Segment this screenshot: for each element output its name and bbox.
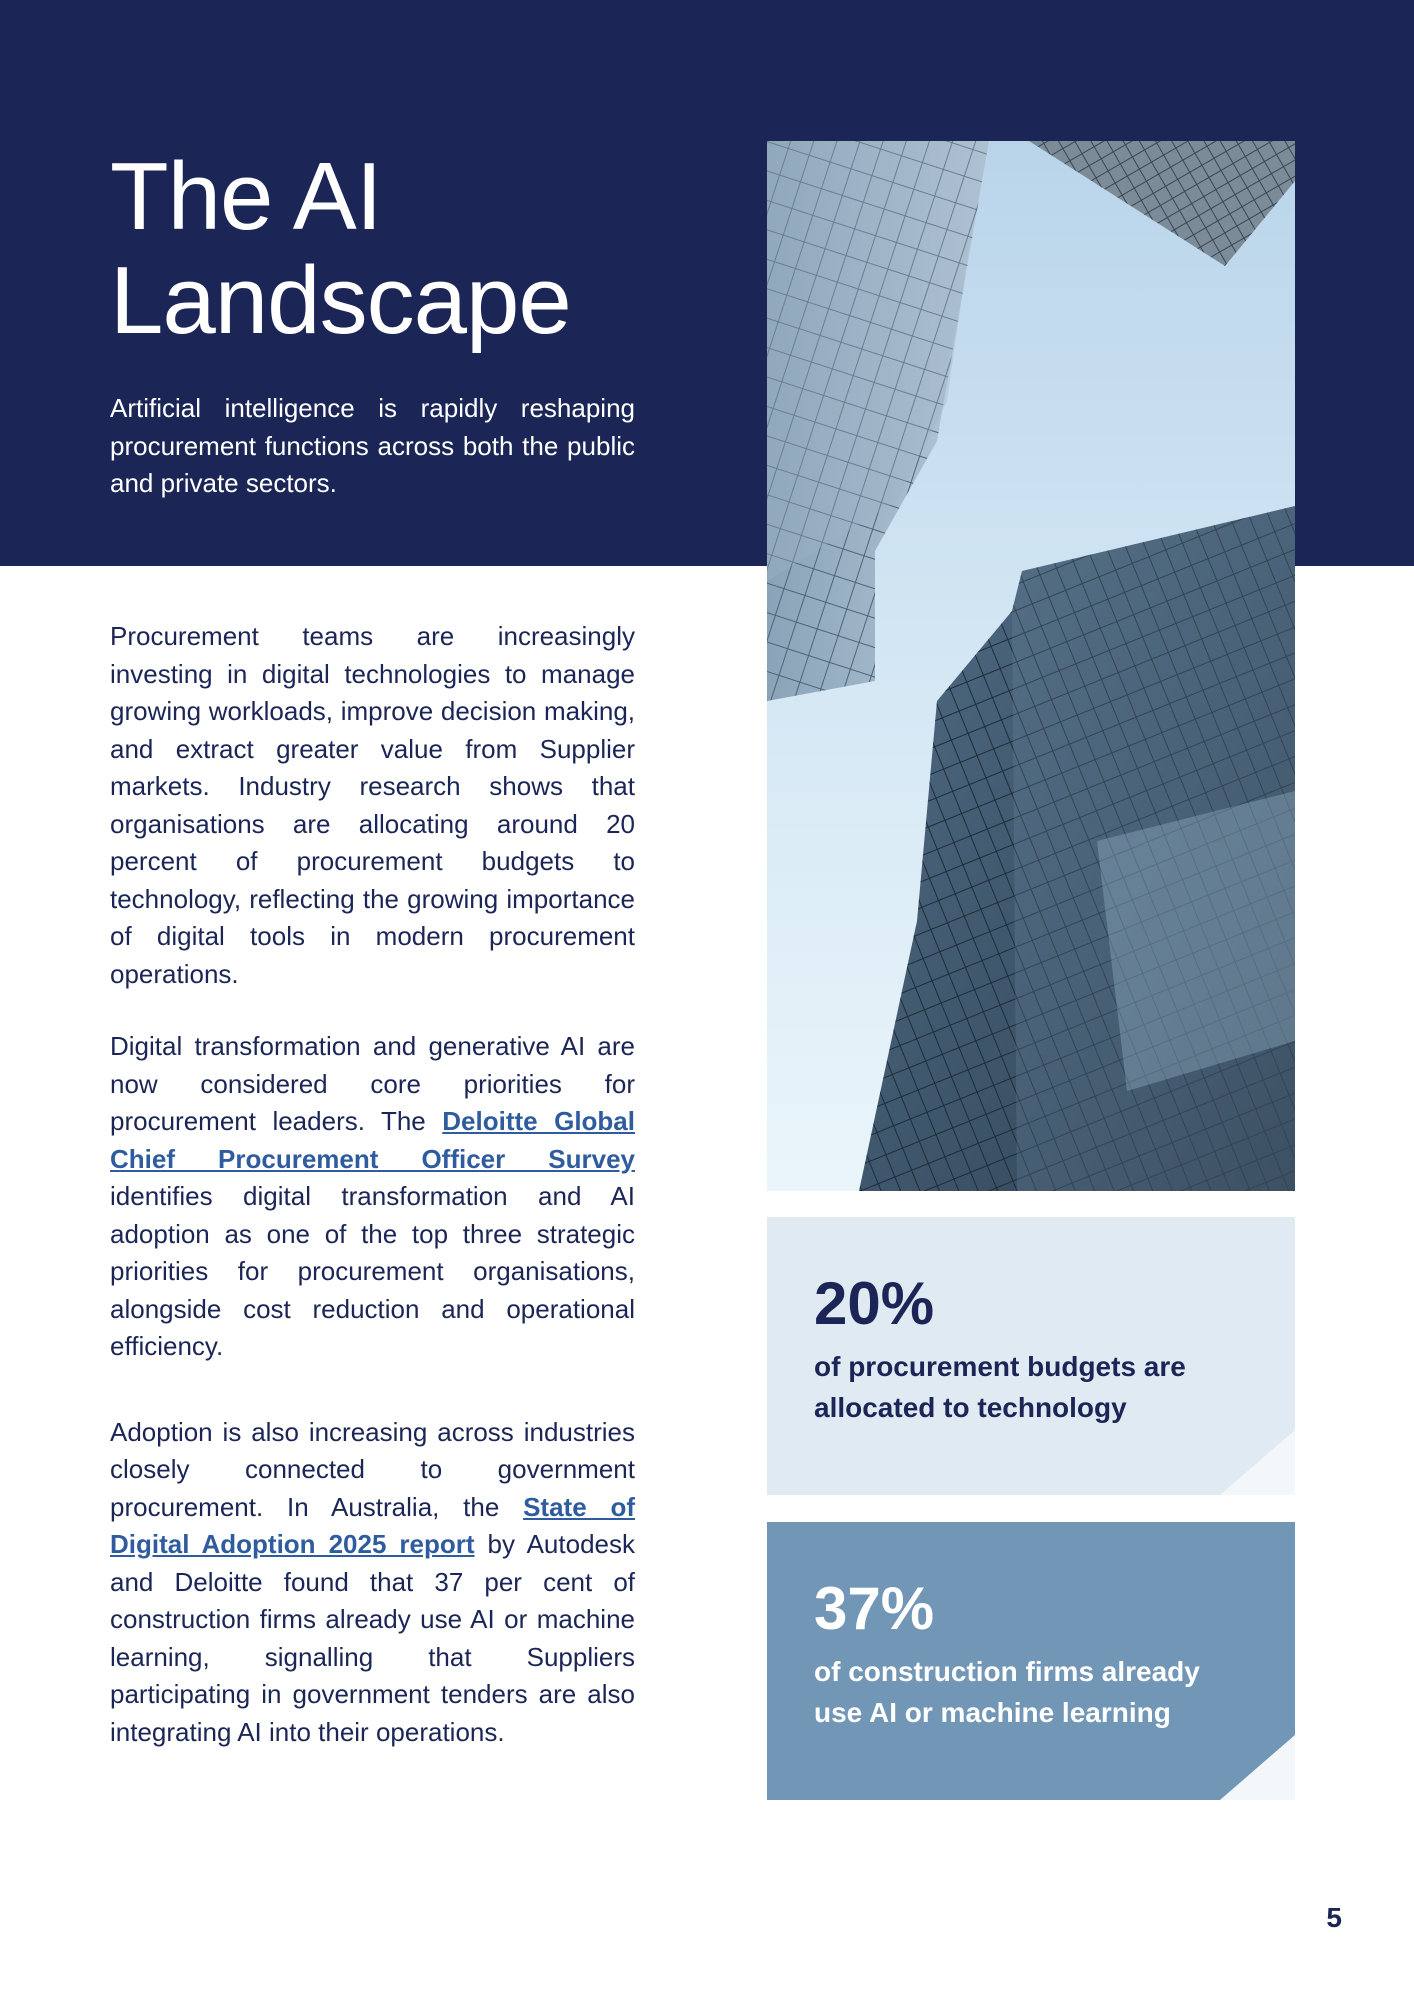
- corner-fold-decoration: [1220, 1430, 1295, 1495]
- paragraph-budgets: Procurement teams are increasingly investing in digital technologies to manage growing workloads, improve decision making, and extract greater value from Supplier markets. Industry research shows that organisations are allocating around 20 percent of procurement budgets to technology, reflecting the growing importance of digital tools in modern procurement operations.: [110, 621, 635, 989]
- stat-label: of procurement budgets are allocated to technology: [814, 1351, 1186, 1423]
- page-title: The AI Landscape: [110, 143, 571, 354]
- paragraph-text: Adoption is also increasing across industries closely connected to government procurement. In Australia, the: [110, 1416, 635, 1522]
- paragraph-text: Digital transformation and generative AI are now considered core priorities for procurement leaders. The: [110, 1031, 635, 1136]
- body-text: [110, 618, 635, 1751]
- paragraph-priorities: [110, 1028, 635, 1366]
- corner-fold-decoration: [1220, 1735, 1295, 1800]
- paragraph-adoption: [110, 1414, 635, 1752]
- paragraph-text: identifies digital transformation and AI adoption as one of the top three strategic priorities for procurement organisations, alongside cost reduction and operational efficiency.: [110, 1181, 635, 1361]
- paragraph-text: by Autodesk and Deloitte found that 37 per cent of construction firms already use AI or machine learning, signalling that Suppliers participating in government tenders are also integrating AI into their operations.: [110, 1529, 635, 1747]
- intro-text: Artificial intelligence is rapidly reshaping procurement functions across both the public and private sectors.: [110, 393, 635, 498]
- stat-value: 20%: [814, 1270, 935, 1337]
- deloitte-survey-link[interactable]: Deloitte Global Chief Procurement Officer Survey: [110, 1106, 635, 1174]
- stat-card-budgets: [767, 1217, 1295, 1495]
- page-number: 5: [1326, 1902, 1342, 1933]
- skyscrapers-photo: [767, 141, 1295, 1191]
- stat-card-construction: [767, 1522, 1295, 1800]
- stat-label: of construction firms already use AI or machine learning: [814, 1656, 1200, 1728]
- stat-value: 37%: [814, 1575, 935, 1642]
- digital-adoption-report-link[interactable]: State of Digital Adoption 2025 report: [110, 1491, 635, 1559]
